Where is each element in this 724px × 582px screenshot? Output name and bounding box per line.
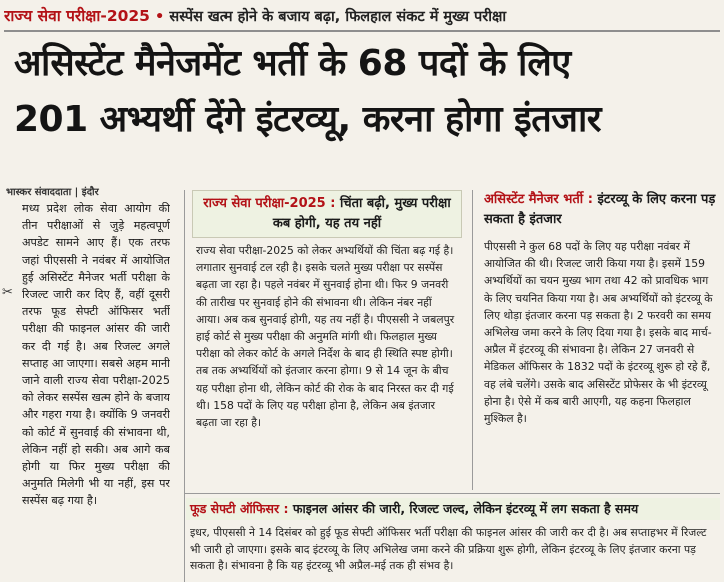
headline-line-1: असिस्टेंट मैनेजमेंट भर्ती के 68 पदों के लिए (14, 43, 571, 84)
scissor-icon: ✂ (2, 285, 13, 300)
middle-story-subhead (192, 190, 462, 238)
column-divider-right (472, 190, 473, 490)
bottom-story-kicker: फूड सेफ्टी ऑफिसर : (190, 501, 289, 516)
top-strip-kicker: राज्य सेवा परीक्षा-2025 (4, 7, 150, 25)
byline-city: इंदौर (81, 187, 99, 198)
column-divider-left (184, 190, 185, 582)
bottom-story-subhead (186, 498, 720, 520)
right-story-body: पीएससी ने कुल 68 पदों के लिए यह परीक्षा नवंबर में आयोजित की थी। रिजल्ट जारी किया गया है। इसमें 159 अभ्यर्थियों का चयन मुख्य भाग तथा 42 को प्रावधिक भाग के लिए चयनित किया गया है। अब अभ्यर्थियों को इंटरव्यू के लिए थोड़ा इंतजार करना पड़ सकता है। 2 फरवरी का समय अभिलेख जमा करने के लिए दिया गया है। इसके बाद मार्च-अप्रैल में इंटरव्यू की संभावना है। लेकिन 27 जनवरी से मेडिकल ऑफिसर के 1832 पदों के इंटरव्यू शुरू हो रहे हैं, वह लंबे चलेंगे। उसके बाद असिस्टेंट प्रोफेसर के भी इंटरव्यू होना है। ऐसे में कब बारी आएगी, यह कहना फिलहाल मुश्किल है। (484, 240, 713, 426)
right-story (484, 190, 718, 490)
bottom-story (186, 498, 720, 582)
byline (6, 184, 186, 200)
left-column-text: मध्य प्रदेश लोक सेवा आयोग की तीन परीक्षाओं से जुड़े महत्वपूर्ण अपडेट सामने आए हैं। एक तरफ जहां पीएससी ने नवंबर में आयोजित हुई असिस्टेंट मैनेजर भर्ती परीक्षा के रिजल्ट जारी कर दिए हैं, वहीं दूसरी तरफ फूड सेफ्टी ऑफिसर भर्ती परीक्षा की फाइनल आंसर की जारी कर दी गई है। अब रिजल्ट अगले सप्ताह आ जाएगा। सबसे अहम मानी जाने वाली राज्य सेवा परीक्षा-2025 को लेकर सस्पेंस खत्म होने के बजाय और गहरा गया है। क्योंकि 9 जनवरी को कोर्ट में सुनवाई की संभावना थी, लेकिन नहीं हो सकी। अब आगे कब होगी या फिर मुख्य परीक्षा की अनुमति मिलेगी भी या नहीं, इस पर सस्पेंस बढ़ गया है। (22, 202, 170, 508)
left-column (22, 200, 170, 582)
right-story-title: इंटरव्यू के लिए करना पड़ सकता है इंतजार (484, 192, 716, 227)
bottom-story-title: फाइनल आंसर की जारी, रिजल्ट जल्द, लेकिन इंटरव्यू में लग सकता है समय (292, 501, 639, 516)
right-story-kicker: असिस्टेंट मैनेजर भर्ती : (484, 192, 593, 207)
top-strip-separator: • (155, 9, 165, 25)
headline (14, 36, 714, 148)
headline-line-2: 201 अभ्यर्थी देंगे इंटरव्यू, करना होगा इंतजार (14, 99, 601, 140)
top-strip (4, 4, 720, 34)
middle-story (192, 190, 462, 490)
top-strip-text: सस्पेंस खत्म होने के बजाय बढ़ा, फिलहाल संकट में मुख्य परीक्षा (169, 9, 507, 25)
top-strip-rule (4, 30, 720, 32)
middle-story-title: चिंता बढ़ी, मुख्य परीक्षा कब होगी, यह तय नहीं (272, 196, 451, 231)
right-story-subhead (484, 190, 718, 232)
middle-story-body: राज्य सेवा परीक्षा-2025 को लेकर अभ्यर्थियों की चिंता बढ़ गई है। लगातार सुनवाई टल रही है। इसके चलते मुख्य परीक्षा पर सस्पेंस बढ़ता जा रहा है। पहले नवंबर में सुनवाई होना थी। फिर 9 जनवरी की तारीख पर सुनवाई होने की संभावना थी। लेकिन नंबर नहीं आया। अब कब सुनवाई होगी, यह तय नहीं है। पीएससी ने जबलपुर हाई कोर्ट से मुख्य परीक्षा की अनुमति मांगी थी। फिलहाल मुख्य परीक्षा को लेकर कोर्ट के अगले निर्देश के बाद ही स्थिति स्पष्ट होगी। तब तक अभ्यर्थियों को इंतजार करना होगा। 9 से 14 जून के बीच यह परीक्षा होना थी, लेकिन कोर्ट की रोक के बाद निरस्त कर दी गई थी। 158 पदों के लिए यह परीक्षा होना है, लेकिन अब इंतजार बढ़ता जा रहा है। (196, 244, 455, 430)
bottom-story-body: इधर, पीएससी ने 14 दिसंबर को हुई फूड सेफ्टी ऑफिसर भर्ती परीक्षा की फाइनल आंसर की जारी कर दी है। अब सप्ताहभर में रिजल्ट भी जारी हो जाएगा। इसके बाद इंटरव्यू के लिए अभिलेख जमा करने की प्रक्रिया शुरू होगी, लेकिन इंटरव्यू के लिए इंतजार करना पड़ सकता है। संभावना है कि यह इंटरव्यू भी अप्रैल-मई तक ही संभव है। (190, 526, 707, 572)
middle-story-kicker: राज्य सेवा परीक्षा-2025 : (203, 196, 336, 211)
bottom-story-rule (184, 493, 720, 494)
byline-separator: | (74, 187, 79, 198)
byline-reporter: भास्कर संवाददाता (6, 187, 72, 198)
